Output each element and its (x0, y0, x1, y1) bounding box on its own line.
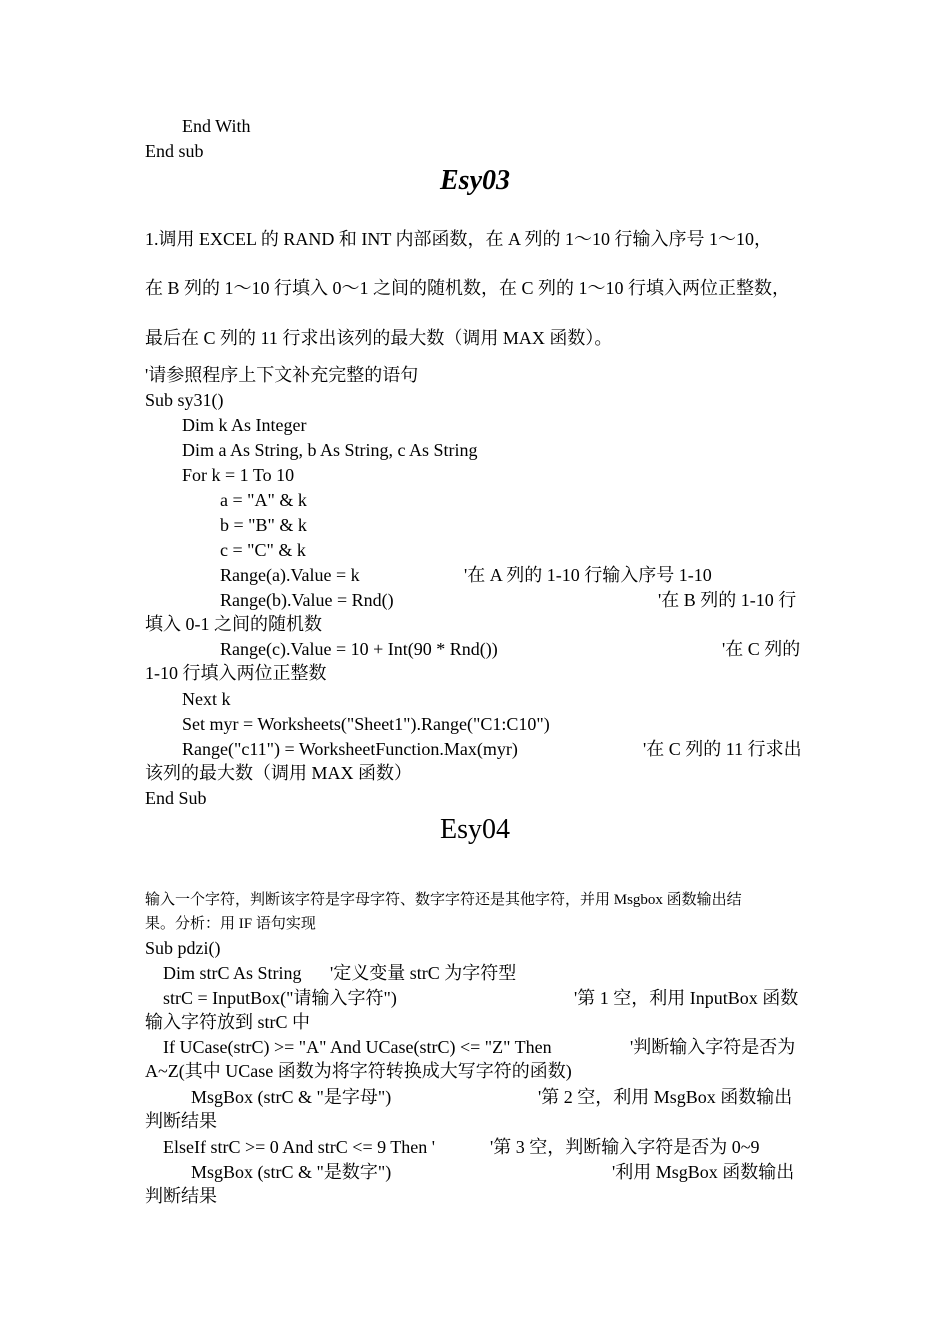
esy03-desc-line-2: 在 B 列的 1～10 行填入 0～1 之间的随机数，在 C 列的 1～10 行填入两位正整数， (145, 278, 791, 298)
code-if-ucase: If UCase(strC) >= "A" And UCase(strC) <= "Z" Then (163, 1037, 552, 1057)
code-end-with: End With (182, 116, 251, 136)
code-range-b-comment: '在 B 列的 1-10 行 (658, 590, 797, 610)
code-range-a-comment: '在 A 列的 1-10 行输入序号 1-10 (464, 565, 712, 585)
code-msgbox-digit-comment: '利用 MsgBox 函数输出 (612, 1162, 795, 1182)
code-elseif: ElseIf strC >= 0 And strC <= 9 Then ' (163, 1137, 436, 1157)
esy04-desc-line-2: 果。分析：用 IF 语句实现 (145, 916, 316, 932)
code-msgbox-letter: MsgBox (strC & "是字母") (191, 1087, 392, 1107)
code-comment-intro: '请参照程序上下文补充完整的语句 (145, 365, 419, 385)
code-range-c-comment: '在 C 列的 (722, 639, 801, 659)
esy04-desc-line-1: 输入一个字符，判断该字符是字母字符、数字字符还是其他字符，并用 Msgbox 函数输出结 (145, 892, 742, 908)
code-range-c11: Range("c11") = WorksheetFunction.Max(myr) (182, 739, 518, 759)
code-next-k: Next k (182, 689, 231, 709)
code-end-sub: End sub (145, 141, 204, 161)
code-msgbox-letter-comment-cont: 判断结果 (145, 1111, 217, 1131)
code-assign-c: c = "C" & k (220, 540, 306, 560)
code-for-loop: For k = 1 To 10 (182, 465, 295, 485)
esy03-desc-line-3: 最后在 C 列的 11 行求出该列的最大数（调用 MAX 函数）。 (145, 328, 613, 348)
code-elseif-comment: '第 3 空，判断输入字符是否为 0~9 (490, 1137, 760, 1157)
code-dim-strc: Dim strC As String (163, 963, 302, 983)
code-dim-k: Dim k As Integer (182, 415, 307, 435)
code-sub-pdzi: Sub pdzi() (145, 938, 221, 958)
code-range-a: Range(a).Value = k (220, 565, 360, 585)
code-range-c11-comment-cont: 该列的最大数（调用 MAX 函数） (145, 763, 413, 783)
code-if-ucase-comment-cont: A~Z(其中 UCase 函数为将字符转换成大写字符的函数) (145, 1061, 572, 1081)
code-msgbox-letter-comment: '第 2 空，利用 MsgBox 函数输出 (538, 1087, 793, 1107)
code-end-sub-sy31: End Sub (145, 788, 207, 808)
code-if-ucase-comment: '判断输入字符是否为 (630, 1037, 796, 1057)
code-dim-abc: Dim a As String, b As String, c As String (182, 440, 478, 460)
code-assign-b: b = "B" & k (220, 515, 307, 535)
code-sub-sy31: Sub sy31() (145, 390, 224, 410)
code-assign-a: a = "A" & k (220, 490, 307, 510)
code-dim-strc-comment: '定义变量 strC 为字符型 (330, 963, 517, 983)
code-msgbox-digit-comment-cont: 判断结果 (145, 1186, 217, 1206)
esy03-desc-line-1: 1.调用 EXCEL 的 RAND 和 INT 内部函数，在 A 列的 1～10 行输入序号 1～10， (145, 229, 772, 249)
code-msgbox-digit: MsgBox (strC & "是数字") (191, 1162, 392, 1182)
code-range-c11-comment: '在 C 列的 11 行求出 (643, 739, 802, 759)
code-inputbox-comment: '第 1 空，利用 InputBox 函数 (574, 988, 799, 1008)
code-inputbox: strC = InputBox("请输入字符") (163, 988, 397, 1008)
esy03-heading: Esy03 (440, 165, 510, 196)
code-set-myr: Set myr = Worksheets("Sheet1").Range("C1:C10") (182, 714, 550, 734)
code-inputbox-comment-cont: 输入字符放到 strC 中 (145, 1012, 311, 1032)
code-range-b: Range(b).Value = Rnd() (220, 590, 394, 610)
code-range-c: Range(c).Value = 10 + Int(90 * Rnd()) (220, 639, 498, 659)
esy04-heading: Esy04 (440, 814, 510, 845)
code-range-c-comment-cont: 1-10 行填入两位正整数 (145, 663, 327, 683)
code-range-b-comment-cont: 填入 0-1 之间的随机数 (145, 614, 322, 634)
